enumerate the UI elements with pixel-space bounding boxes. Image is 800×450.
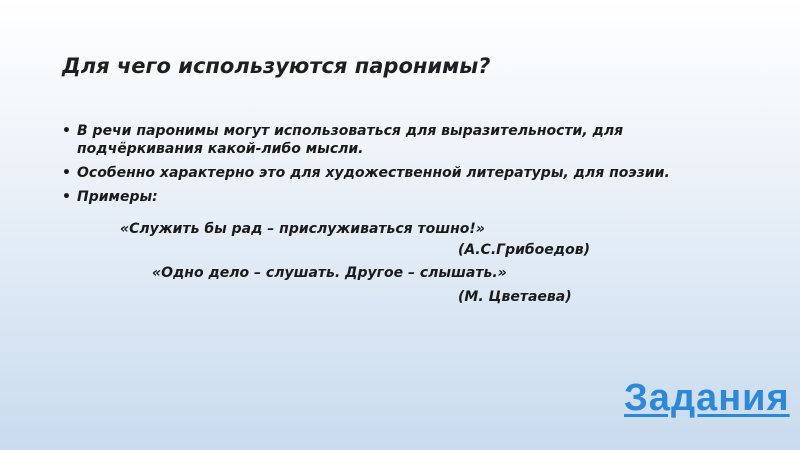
quote-author: (А.С.Грибоедов) [458,242,590,258]
quote-text: «Служить бы рад – прислуживаться тошно!» [120,221,485,237]
quote-author: (М. Цветаева) [458,289,572,305]
quote-text: «Одно дело – слушать. Другое – слышать.» [152,265,507,281]
bullet-item: • Особенно характерно это для художественной литературы, для поэзии. [62,164,722,182]
tasks-link[interactable]: Задания [624,377,790,419]
slide-title: Для чего используются паронимы? [62,54,491,78]
bullet-item: • Примеры: [62,188,722,206]
bullet-list [62,122,722,212]
bullet-item: • В речи паронимы могут использоваться для выразительности, для подчёркивания какой-либо мысли. [62,122,722,158]
